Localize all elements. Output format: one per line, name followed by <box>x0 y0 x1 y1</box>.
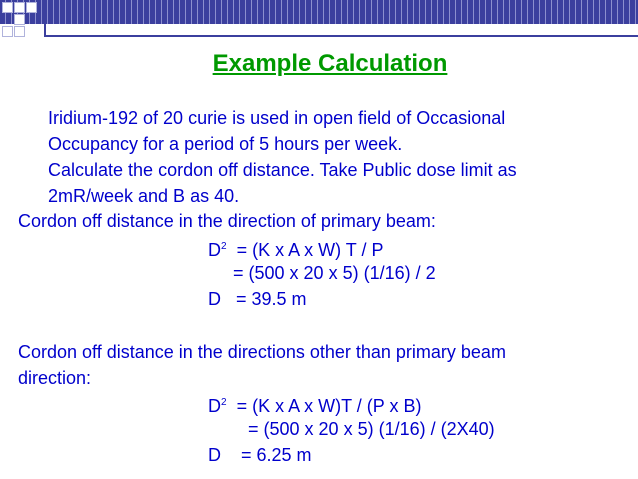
other-substitution: = (500 x 20 x 5) (1/16) / (2X40) <box>248 419 495 439</box>
decorative-square <box>2 26 13 37</box>
decorative-square <box>14 26 25 37</box>
decorative-square <box>14 14 25 25</box>
decorative-squares <box>0 0 60 45</box>
problem-line: 2mR/week and B as 40. <box>48 186 240 206</box>
formula-rhs: = (K x A x W) T / P <box>236 240 384 260</box>
slide-title: Example Calculation <box>212 50 448 77</box>
problem-line: Occupancy for a period of 5 hours per week. <box>48 134 403 154</box>
formula-exponent: 2 <box>221 241 227 252</box>
other-result: D = 6.25 m <box>208 445 312 465</box>
problem-line: Calculate the cordon off distance. Take Public dose limit as <box>48 160 517 180</box>
decorative-square <box>26 2 37 13</box>
decorative-square <box>14 2 25 13</box>
formula-rhs: = (K x A x W)T / (P x B) <box>236 396 422 416</box>
problem-line: Iridium-192 of 20 curie is used in open field of Occasional <box>48 108 506 128</box>
primary-heading: Cordon off distance in the direction of primary beam: <box>18 211 436 231</box>
primary-formula <box>208 235 383 262</box>
other-heading-line2: direction: <box>18 368 92 388</box>
formula-lhs: D <box>208 240 221 260</box>
primary-substitution: = (500 x 20 x 5) (1/16) / 2 <box>233 263 436 283</box>
primary-result: D = 39.5 m <box>208 289 307 309</box>
formula-exponent: 2 <box>221 397 227 408</box>
top-decorative-band <box>0 0 638 24</box>
decorative-square <box>2 2 13 13</box>
other-heading-line1: Cordon off distance in the directions other than primary beam <box>18 342 506 362</box>
header-rule <box>44 35 638 37</box>
formula-lhs: D <box>208 396 221 416</box>
other-formula <box>208 391 421 418</box>
